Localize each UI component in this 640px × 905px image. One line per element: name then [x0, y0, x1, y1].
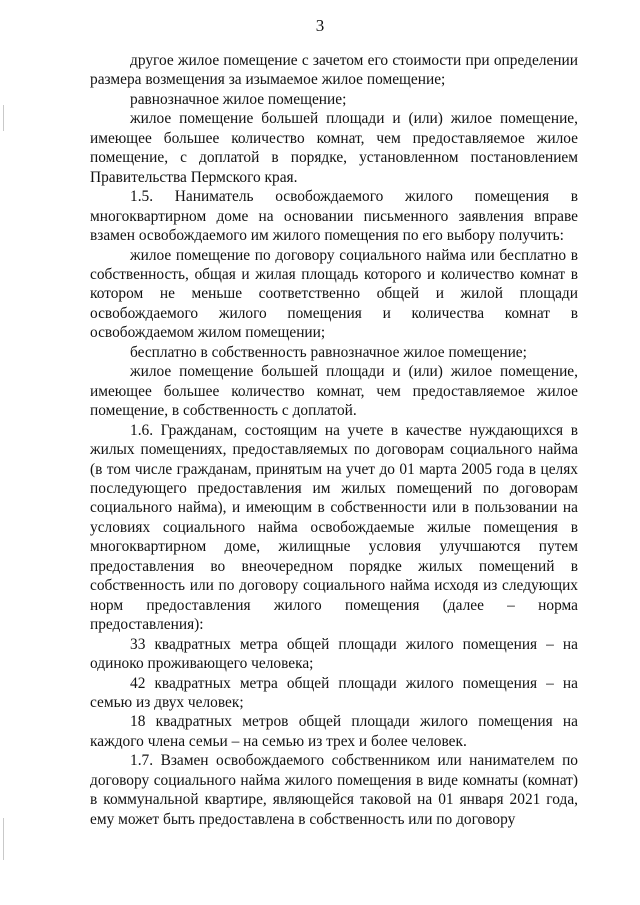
paragraph-larger-premises-ownership: жилое помещение большей площади и (или) жилое помещение, имеющее большее количество комнат, чем предоставляемое жилое помещение, в собственность с доплатой. [90, 363, 578, 420]
paragraph-norm-two-persons: 42 квадратных метра общей площади жилого помещения – на семью из двух человек; [90, 674, 578, 711]
paragraph-clause-1-7: 1.7. Взамен освобождаемого собственником или нанимателем по договору социального найма жилого помещения в виде комнаты (комнат) в коммунальной квартире, являющейся таковой на 01 января 2021 года, ему может быть предоставлена в собственность или по договору [90, 752, 578, 828]
paragraph-equivalent-premises: равнозначное жилое помещение; [130, 90, 347, 108]
paragraph-norm-single-person: 33 квадратных метра общей площади жилого помещения – на одиноко проживающего человека; [90, 635, 578, 673]
page-number: 3 [315, 16, 325, 35]
scan-edge-mark [3, 818, 4, 860]
paragraph-clause-1-6: 1.6. Гражданам, состоящим на учете в качестве нуждающихся в жилых помещениях, предоставляемых по договорам социального найма (в том числе гражданам, принятым на учет до 01 марта 2005 года в целях последующего предоставления им жилых помещений по договорам социального найма), и имеющим в собственности или в пользовании на условиях социального найма освобождаемые жилые помещения в многоквартирном доме, жилищные условия улучшаются путем предоставления во внеочередном порядке жилых помещений в собственность или по договору социального найма исходя из следующих норм предоставления жилого помещения (далее – норма предоставления): [90, 421, 578, 634]
paragraph-clause-1-5: 1.5. Наниматель освобождаемого жилого помещения в многоквартирном доме на основании письменного заявления вправе взамен освобождаемого им жилого помещения по его выбору получить: [90, 188, 578, 245]
document-body [90, 51, 578, 829]
paragraph-norm-three-plus: 18 квадратных метров общей площади жилого помещения на каждого члена семьи – на семью из трех и более человек. [90, 713, 578, 750]
paragraph-larger-premises-surcharge: жилое помещение большей площади и (или) жилое помещение, имеющее большее количество комнат, чем предоставляемое жилое помещение, с доплатой в порядке, установленном постановлением Правительства Пермского края. [90, 110, 578, 186]
paragraph-social-rent-or-ownership: жилое помещение по договору социального найма или бесплатно в собственность, общая и жилая площадь которого и количество комнат в котором не меньше соответственно общей и жилой площади освобождаемого жилого помещения и количества комнат в освобождаемом жилом помещении; [90, 246, 578, 342]
paragraph-replacement-other-premises: другое жилое помещение с зачетом его стоимости при определении размера возмещения за изымаемое жилое помещение; [90, 52, 578, 89]
scan-edge-mark [3, 105, 4, 131]
paragraph-free-ownership-equivalent: бесплатно в собственность равнозначное жилое помещение; [130, 343, 527, 361]
